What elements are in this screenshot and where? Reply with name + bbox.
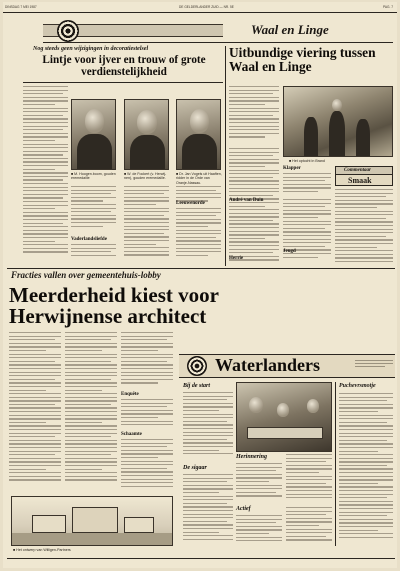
section-title: Waal en Linge	[251, 22, 329, 37]
subhead-actief: Actief	[236, 506, 251, 512]
parade-photo	[283, 86, 393, 157]
portrait-caption-1: ■ M. Hoogen.boom, gouden eremedaille	[71, 172, 116, 181]
portrait-caption-2: ■ W. de Fockert (v. Herwij-nen), gouden eremedaille.	[124, 172, 167, 181]
puchevrsmotje-title: Puchevrsmotje	[339, 383, 376, 389]
target-rings-icon	[57, 20, 79, 42]
subhead-schaamte: Schaamte	[121, 432, 142, 437]
subhead-enquete: Enquête	[121, 392, 139, 397]
commentaar-title: Smaak	[348, 176, 372, 185]
header-date: DINSDAG 7 MEI 1987	[5, 5, 37, 9]
waterlanders-credits	[355, 358, 393, 376]
article3-column-2	[65, 332, 117, 492]
subhead-andre-van-duin: André van Duin	[229, 198, 264, 203]
commentaar-column	[335, 189, 393, 266]
article2-lead	[229, 86, 279, 144]
target-rings-icon	[187, 356, 207, 376]
subhead-bij-de-start: Bij de start	[183, 383, 211, 389]
article3-column-3	[121, 332, 173, 390]
article1-column-1	[23, 86, 68, 260]
article2-column-1	[229, 148, 279, 266]
subhead-klapper: Klapper	[283, 166, 301, 171]
header-rule	[3, 12, 397, 13]
header-page-number: PAG. 7	[382, 5, 393, 9]
waterlanders-column-1	[183, 392, 233, 462]
article1-column-3	[124, 186, 169, 260]
article1-headline: Lintje voor ijver en trouw of grote verdienstelijkheid	[42, 54, 206, 78]
puchevrsmotje-column	[339, 393, 393, 546]
waterlanders-photo	[236, 382, 332, 452]
waterlanders-column-2	[183, 474, 233, 546]
architect-drawing-caption: ■ Het ontwerp van Willigen-Partners	[13, 548, 71, 552]
article2-headline: Uitbundige viering tussen Waal en Linge	[229, 45, 376, 75]
article3-headline: Meerderheid kiest voor Herwijnense architect	[9, 283, 219, 328]
subhead-de-sigaar: De sigaar	[183, 465, 207, 471]
article2-column-2	[283, 199, 331, 266]
commentaar-label: Commentaar	[344, 168, 371, 173]
article3-column-1	[9, 332, 61, 492]
subhead-leeuwenorde: Leeuwenorde	[176, 201, 205, 206]
newspaper-page	[3, 2, 397, 568]
portrait-photo-2	[124, 99, 169, 170]
commentaar-box	[335, 166, 393, 186]
article3-kicker: Fracties vallen over gemeentehuis-lobby	[11, 270, 161, 280]
portrait-photo-1	[71, 99, 116, 170]
waterlanders-title: Waterlanders	[215, 355, 320, 375]
portrait-photo-3	[176, 99, 221, 170]
parade-photo-caption: ■ Het optocht in Brand	[289, 159, 325, 163]
subhead-jeugd: Jeugd	[283, 249, 296, 254]
page-header	[3, 2, 397, 12]
subhead-vaderlandsliefde: Vaderlandsliefde	[71, 237, 107, 242]
subhead-herinnering: Herinnering	[236, 454, 268, 460]
article1-column-4	[176, 208, 221, 260]
header-paper: DE GELDERLANDER ZUID — NR. 5E	[179, 5, 234, 9]
subhead-herrie: Herrie	[229, 256, 244, 261]
article1-kicker: Nog steeds geen wijzigingen in decoratiestelsel	[33, 46, 149, 52]
architect-drawing	[11, 496, 173, 546]
portrait-caption-3: ■ Dr. Jan Vogels uit Haaften, ridder in de Orde van Oranje-Nassau.	[176, 172, 222, 185]
